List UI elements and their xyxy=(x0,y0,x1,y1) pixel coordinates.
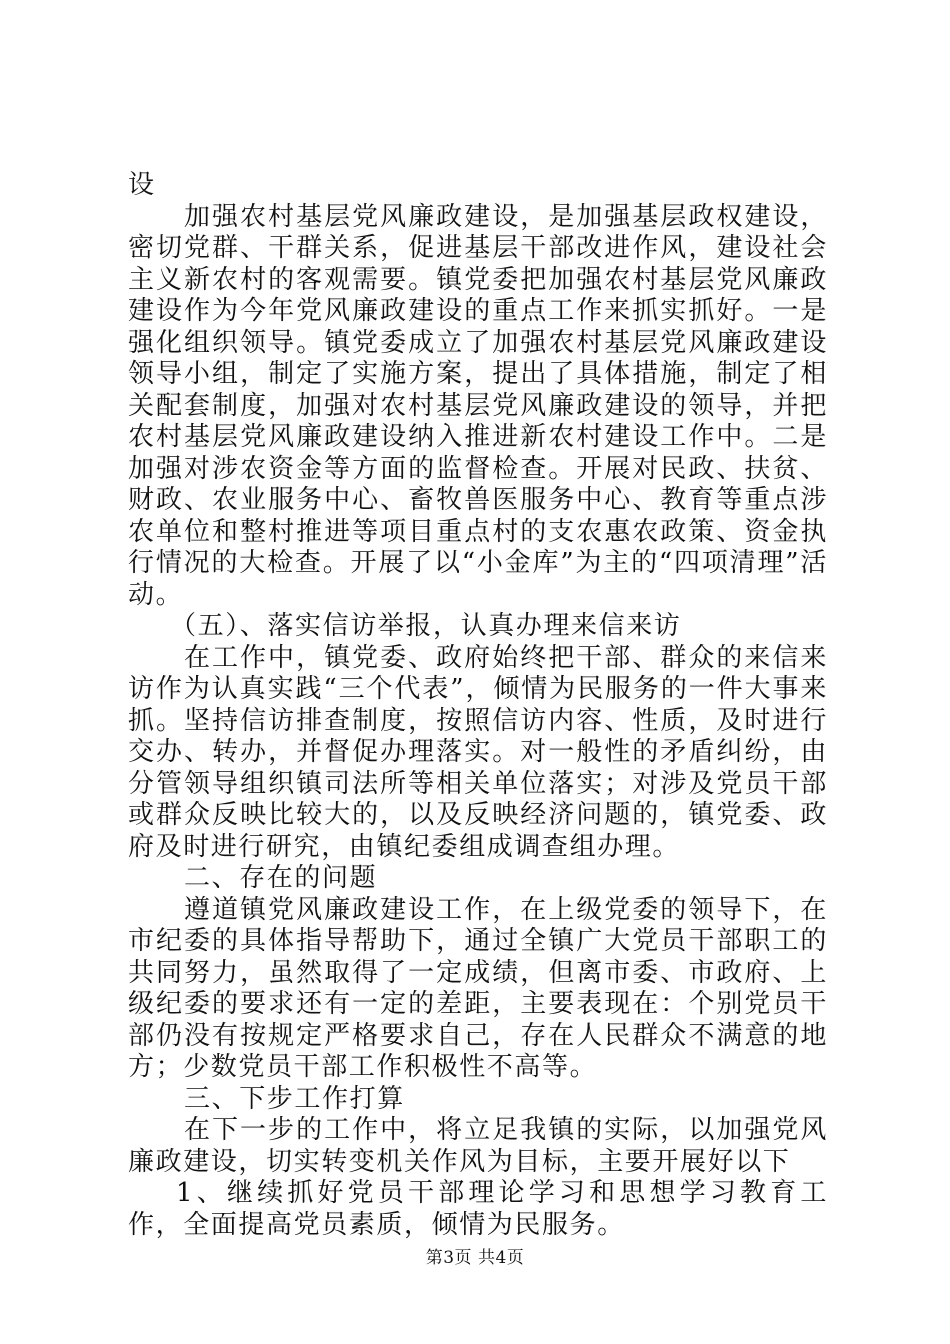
paragraph-continuation: 设 xyxy=(128,170,156,200)
section-heading-petitions: （五）、落实信访举报，认真办理来信来访 xyxy=(170,611,682,641)
paragraph-petitions: 在工作中，镇党委、政府始终把干部、群众的来信来访作为认真实践“三个代表”，倾情为民服务的一件大事来抓。坚持信访排查制度，按照信访内容、性质，及时进行交办、转办，并督促办理落实。对一般性的矛盾纠纷，由分管领导组织镇司法所等相关单位落实；对涉及党员干部或群众反映比较大的，以及反映经济问题的，镇党委、政府及时进行研究，由镇纪委组成调查组办理。 xyxy=(128,642,828,862)
section-heading-next-steps: 三、下步工作打算 xyxy=(184,1083,405,1114)
paragraph-next-steps: 在下一步的工作中，将立足我镇的实际，以加强党风廉政建设，切实转变机关作风为目标，主要开展好以下 xyxy=(128,1115,828,1177)
section-heading-problems: 二、存在的问题 xyxy=(184,863,378,893)
paragraph-rural-governance: 加强农村基层党风廉政建设，是加强基层政权建设，密切党群、干群关系，促进基层干部改进作风，建设社会主义新农村的客观需要。镇党委把加强农村基层党风廉政建设作为今年党风廉政建设的重点工作来抓实抓好。一是强化组织领导。镇党委成立了加强农村基层党风廉政建设领导小组，制定了实施方案，提出了具体措施，制定了相关配套制度，加强对农村基层党风廉政建设的领导，并把农村基层党风廉政建设纳入推进新农村建设工作中。二是加强对涉农资金等方面的监督检查。开展对民政、扶贫、财政、农业服务中心、畜牧兽医服务中心、教育等重点涉农单位和整村推进等项目重点村的支农惠农政策、资金执行情况的大检查。开展了以“小金库”为主的“四项清理”活动。 xyxy=(128,201,828,610)
paragraph-problems: 遵道镇党风廉政建设工作，在上级党委的领导下，在市纪委的具体指导帮助下，通过全镇广大党员干部职工的共同努力，虽然取得了一定成绩，但离市委、市政府、上级纪委的要求还有一定的差距，主要表现在：个别党员干部仍没有按规定严格要求自己，存在人民群众不满意的地方；少数党员干部工作积极性不高等。 xyxy=(128,894,828,1082)
list-item-1: 1、继续抓好党员干部理论学习和思想学习教育工作，全面提高党员素质，倾情为民服务。 xyxy=(128,1178,828,1240)
page-footer: 第3页 共4页 xyxy=(425,1248,525,1268)
document-body xyxy=(128,170,828,1241)
